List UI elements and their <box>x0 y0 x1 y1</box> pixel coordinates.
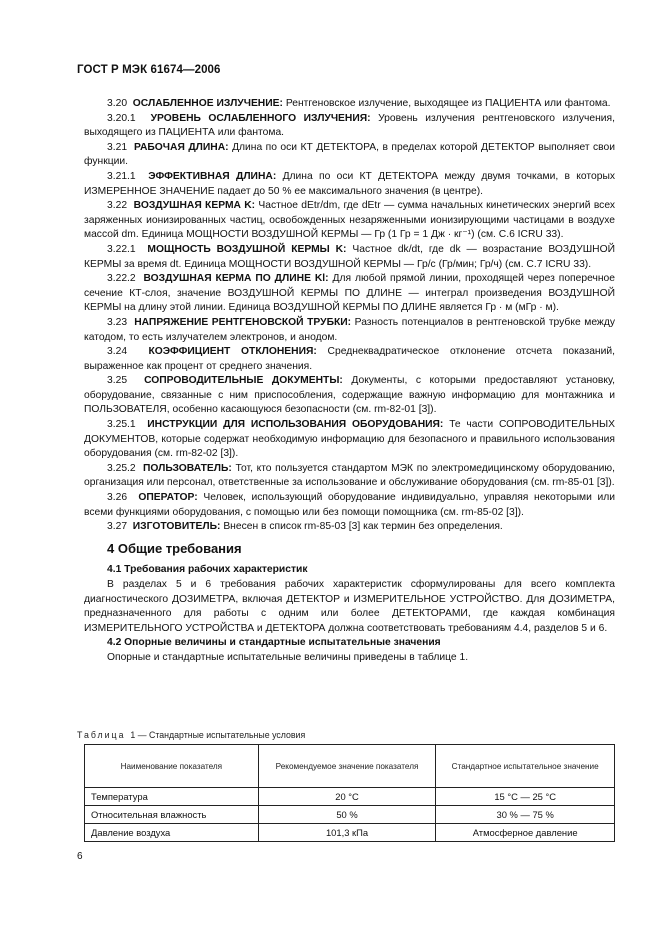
definition-item: 3.21.1 ЭФФЕКТИВНАЯ ДЛИНА: Длина по оси КТ ДЕТЕКТОРА между двумя точками, в которых ИЗМЕРЕННОЕ ЗНАЧЕНИЕ падает до 50 % ее максимального значения (в центре). <box>84 170 615 197</box>
page-header: ГОСТ Р МЭК 61674—2006 <box>77 64 221 76</box>
table-cell: Атмосферное давление <box>436 824 615 842</box>
table-cell: Давление воздуха <box>85 824 259 842</box>
definition-item: 3.24 КОЭФФИЦИЕНТ ОТКЛОНЕНИЯ: Среднеквадратическое отклонение отсчета показаний, выраженное как процент от среднего значения. <box>84 346 615 372</box>
table-header-row <box>85 745 615 788</box>
page-number: 6 <box>77 851 83 862</box>
definition-item: 3.22.1 МОЩНОСТЬ ВОЗДУШНОЙ КЕРМЫ K: Частное dk/dt, где dk — возрастание ВОЗДУШНОЙ КЕРМЫ за время dt. Единица МОЩНОСТИ ВОЗДУШНОЙ КЕРМЫ — Гр/с (Гр/мин; Гр/ч) (см. С.7 ICRU 33). <box>84 243 615 270</box>
table-cell: Температура <box>85 788 259 806</box>
table-header-cell: Рекомендуемое значение показателя <box>258 745 436 788</box>
subsection-4-1-text: В разделах 5 и 6 требования рабочих характеристик сформулированы для всего комплекта диагностического ДОЗИМЕТРА, включая ДЕТЕКТОР и ИЗМЕРИТЕЛЬНОЕ УСТРОЙСТВО. Для ДОЗИМЕТРА, предназначенного для работы с одним или более ДЕТЕКТОРАМИ, где каждая комбинация ИЗМЕРИТЕЛЬНОГО УСТРОЙСТВА и ДЕТЕКТОРА должна соответствовать требованиям 4.4, разделов 5 и 6. <box>84 579 615 634</box>
document-body <box>84 97 615 666</box>
table-row <box>85 806 615 824</box>
definition-item: 3.21 РАБОЧАЯ ДЛИНА: Длина по оси КТ ДЕТЕКТОРА, в пределах которой ДЕТЕКТОР выполняет свои функции. <box>84 141 615 168</box>
definition-item: 3.25.2 ПОЛЬЗОВАТЕЛЬ: Тот, кто пользуется стандартом МЭК по электромедицинскому оборудованию, организация или персонал, ответственные за использование и обслуживание оборудования (см. rm-85-01 [3]). <box>84 462 615 489</box>
section-4-title: 4 Общие требования <box>107 540 242 556</box>
definitions-list <box>84 97 615 535</box>
table-header-cell: Стандартное испытательное значение <box>436 745 615 788</box>
table-cell: 101,3 кПа <box>258 824 436 842</box>
definition-item: 3.26 ОПЕРАТОР: Человек, использующий оборудование индивидуально, управляя некоторыми или всеми функциями оборудования, с помощью или без помощи помощника (см. rm-85-02 [3]). <box>84 492 615 518</box>
standard-conditions-table <box>84 744 615 842</box>
table-cell: 20 °С <box>258 788 436 806</box>
table-caption: Таблица 1 — Стандартные испытательные условия <box>77 730 306 740</box>
definition-item: 3.23 НАПРЯЖЕНИЕ РЕНТГЕНОВСКОЙ ТРУБКИ: Разность потенциалов в рентгеновской трубке между катодом, то есть излучателем электронов, и анодом. <box>84 316 615 343</box>
table-cell: 15 °С — 25 °С <box>436 788 615 806</box>
definition-item: 3.22.2 ВОЗДУШНАЯ КЕРМА ПО ДЛИНЕ Kl: Для любой прямой линии, проходящей через поперечное сечение КТ-слоя, значение ВОЗДУШНОЙ КЕРМЫ ПО ДЛИНЕ — интеграл произведения ВОЗДУШНОЙ КЕРМЫ на длину этой линии. Единица ВОЗДУШНОЙ КЕРМЫ ПО ДЛИНЕ является Гр · м (мГр · м). <box>84 273 615 314</box>
table-row <box>85 788 615 806</box>
definition-item: 3.20 ОСЛАБЛЕННОЕ ИЗЛУЧЕНИЕ: Рентгеновское излучение, выходящее из ПАЦИЕНТА или фантома. <box>107 98 611 109</box>
table-cell: 30 % — 75 % <box>436 806 615 824</box>
table-cell: 50 % <box>258 806 436 824</box>
subsection-4-1-title: 4.1 Требования рабочих характеристик <box>107 564 308 576</box>
definition-item: 3.25 СОПРОВОДИТЕЛЬНЫЕ ДОКУМЕНТЫ: Документы, с которыми предоставляют установку, оборудование, связанные с ним приспособления, содержащие важную информацию для монтажника и ПОЛЬЗОВАТЕЛЯ, особенно касающуюся безопасности (см. rm-82-01 [3]). <box>84 375 615 416</box>
definition-item: 3.27 ИЗГОТОВИТЕЛЬ: Внесен в список rm-85-03 [3] как термин без определения. <box>107 521 503 533</box>
table-header-cell: Наименование показателя <box>85 745 259 788</box>
definition-item: 3.20.1 УРОВЕНЬ ОСЛАБЛЕННОГО ИЗЛУЧЕНИЯ: Уровень излучения рентгеновского излучения, выходящего из ПАЦИЕНТА или фантома. <box>84 112 615 139</box>
table-cell: Относительная влажность <box>85 806 259 824</box>
definition-item: 3.25.1 ИНСТРУКЦИИ ДЛЯ ИСПОЛЬЗОВАНИЯ ОБОРУДОВАНИЯ: Те части СОПРОВОДИТЕЛЬНЫХ ДОКУМЕНТОВ, которые содержат необходимую информацию для безопасного и правильного использования оборудования (см. rm-82-02 [3]). <box>84 419 615 460</box>
subsection-4-2-text: Опорные и стандартные испытательные величины приведены в таблице 1. <box>107 651 469 663</box>
subsection-4-2-title: 4.2 Опорные величины и стандартные испытательные значения <box>107 637 441 649</box>
definition-item: 3.22 ВОЗДУШНАЯ КЕРМА K: Частное dEtr/dm, где dEtr — сумма начальных кинетических энергий всех заряженных ионизированных частиц, освобожденных незаряженными ионизирующими частицами в воздухе массой dm. Единица МОЩНОСТИ ВОЗДУШНОЙ КЕРМЫ — Гр (1 Гр = 1 Дж · кг⁻¹) (см. С.6 ICRU 33). <box>84 200 615 241</box>
table-row <box>85 824 615 842</box>
